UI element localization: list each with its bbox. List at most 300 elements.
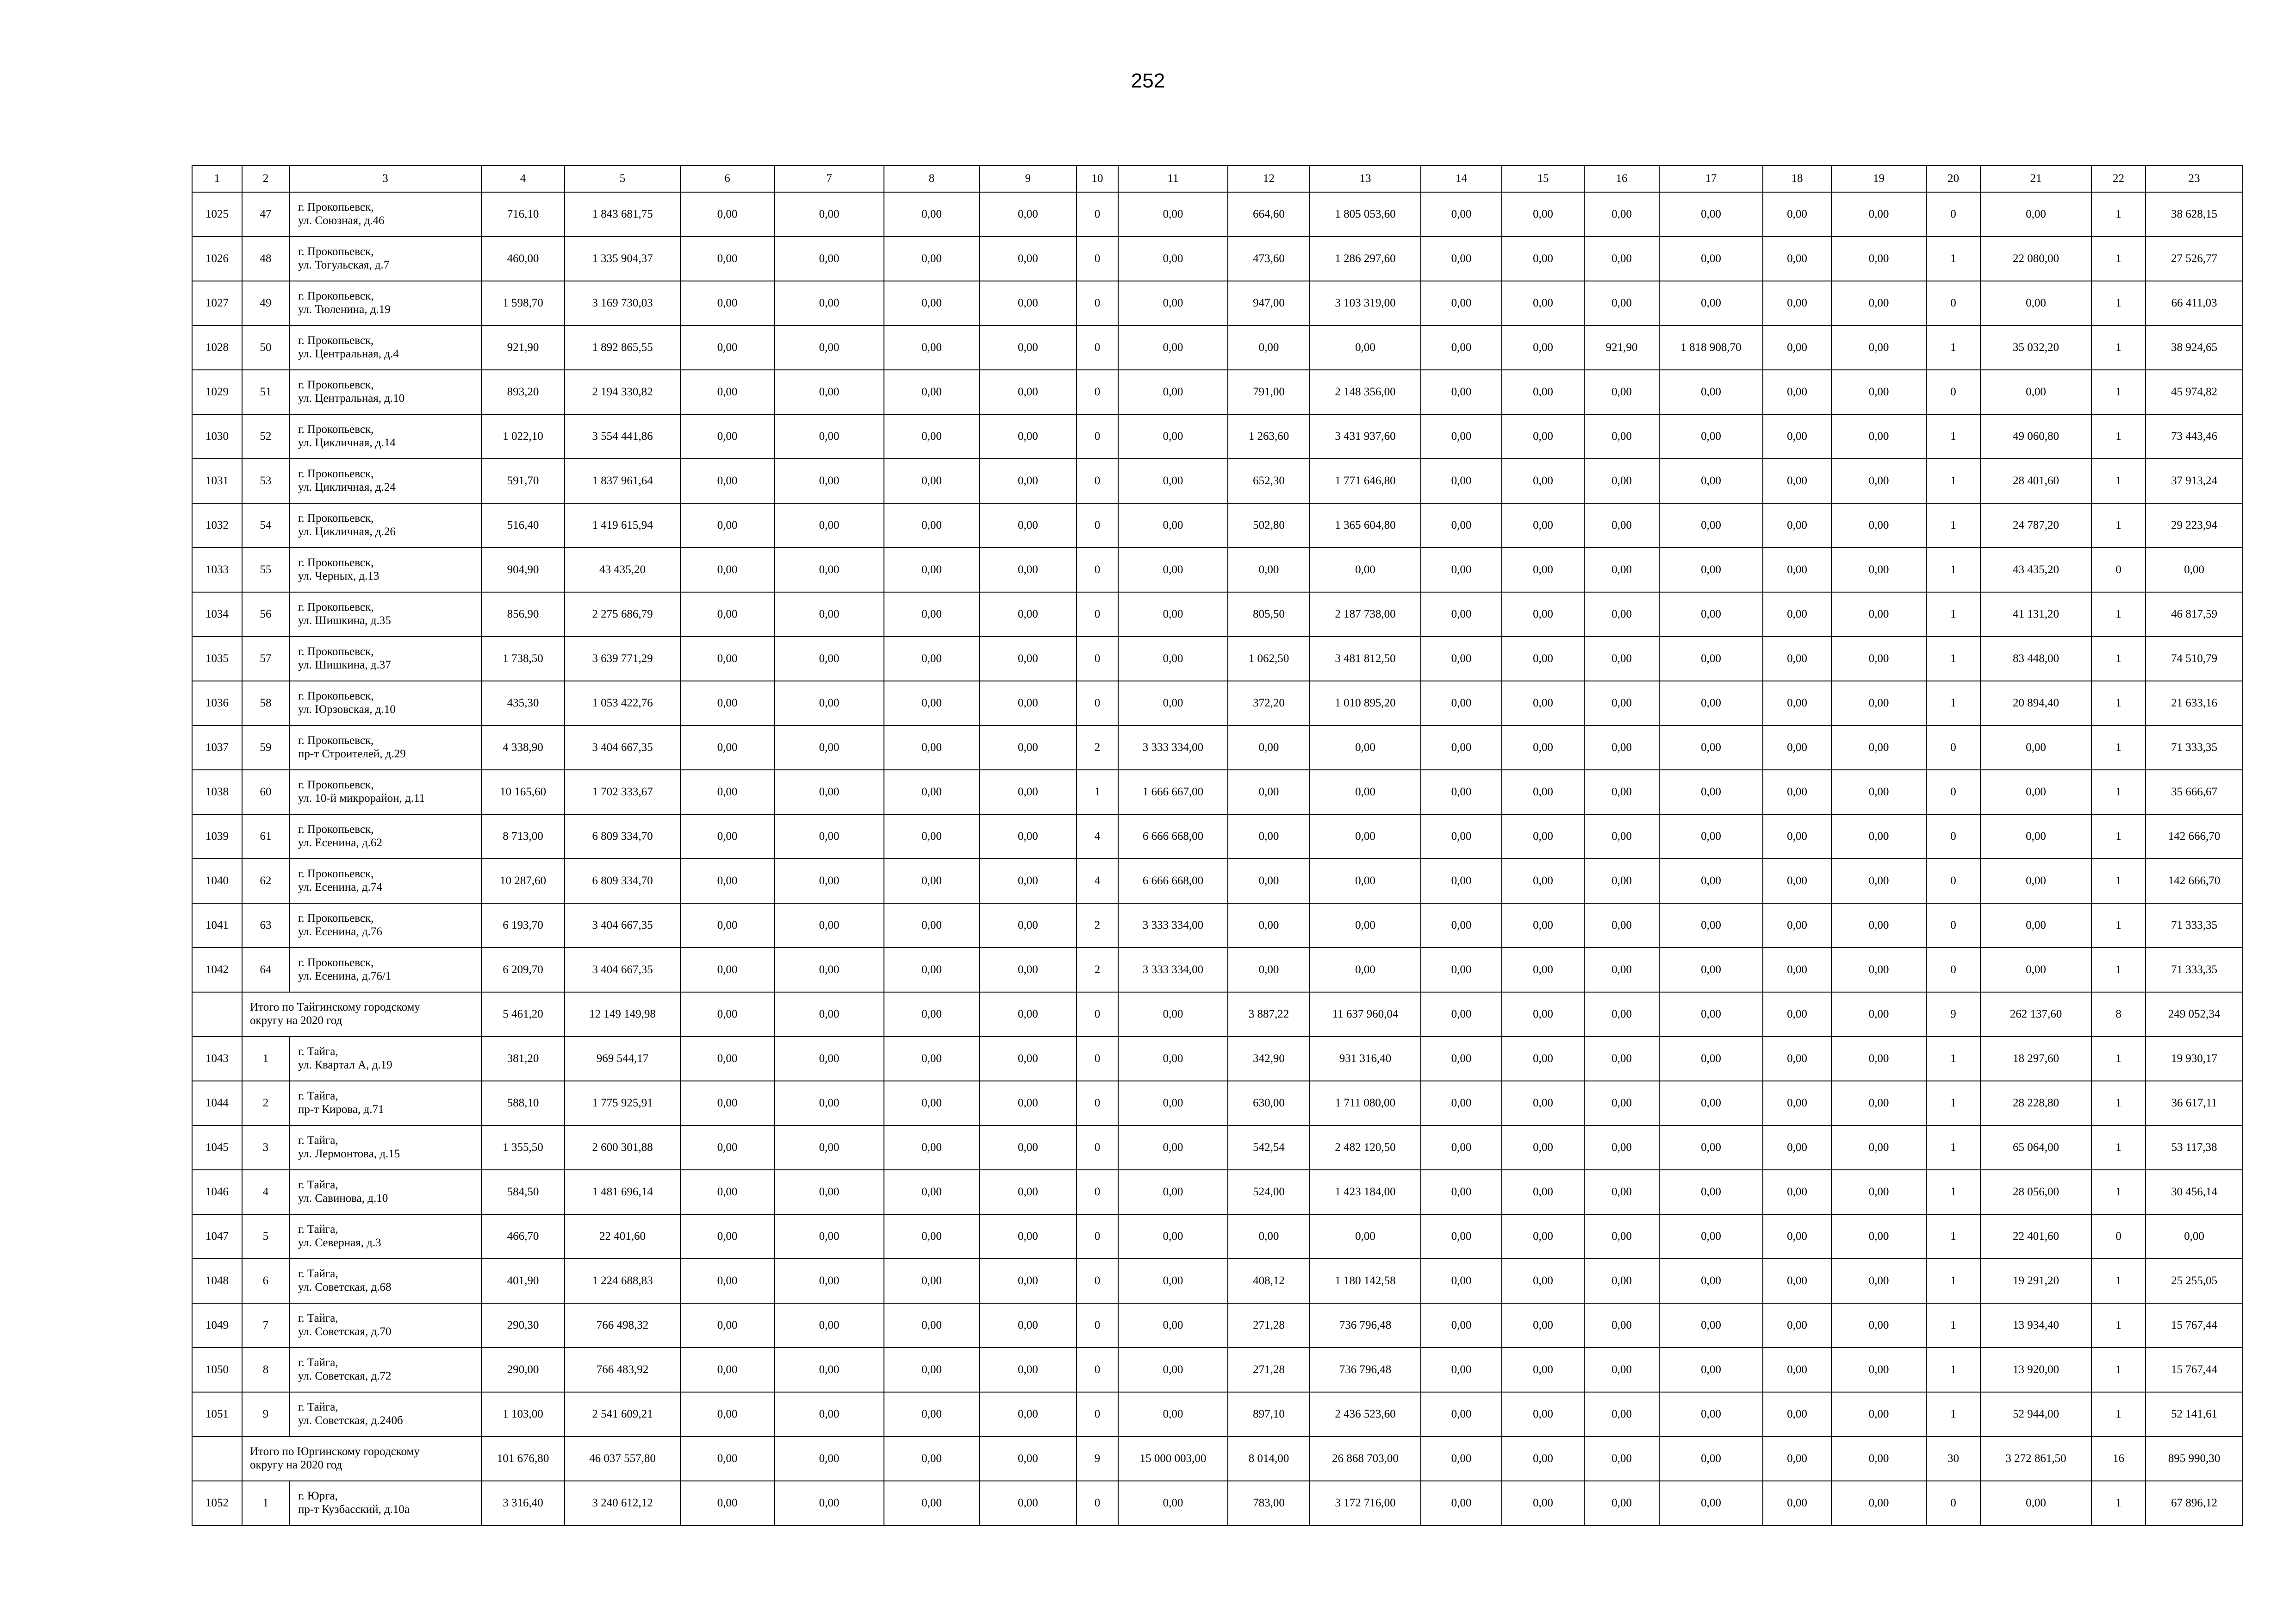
address-cell <box>289 859 481 903</box>
address-cell <box>289 1392 481 1437</box>
value-cell: 0 <box>1926 192 1980 237</box>
value-cell: 0 <box>1076 459 1118 503</box>
value-cell: 0,00 <box>680 503 774 548</box>
value-cell: 6 809 334,70 <box>565 859 680 903</box>
value-cell: 1 180 142,58 <box>1310 1259 1421 1303</box>
row-number-cell <box>192 992 242 1037</box>
value-cell: 0,00 <box>1118 592 1228 637</box>
value-cell: 473,60 <box>1228 237 1310 281</box>
item-number-cell: 57 <box>242 637 289 681</box>
value-cell: 0,00 <box>979 770 1076 814</box>
value-cell: 0,00 <box>1421 1214 1502 1259</box>
value-cell: 0,00 <box>1763 592 1831 637</box>
address-line: г. Прокопьевск, <box>298 868 374 881</box>
item-number-cell: 1 <box>242 1037 289 1081</box>
value-cell: 3 272 861,50 <box>1980 1437 2091 1481</box>
value-cell: 1 <box>1926 325 1980 370</box>
value-cell: 0,00 <box>979 1392 1076 1437</box>
address-line: г. Прокопьевск, <box>298 912 374 925</box>
value-cell: 0,00 <box>1763 903 1831 948</box>
address-line: г. Прокопьевск, <box>298 556 374 569</box>
value-cell: 0 <box>1926 814 1980 859</box>
value-cell: 0,00 <box>1310 1214 1421 1259</box>
value-cell: 1 818 908,70 <box>1659 325 1763 370</box>
address-line: ул. Шишкина, д.35 <box>298 614 391 627</box>
value-cell: 36 617,11 <box>2146 1081 2243 1125</box>
value-cell: 4 <box>1076 859 1118 903</box>
value-cell: 0,00 <box>1502 1348 1584 1392</box>
value-cell: 1 666 667,00 <box>1118 770 1228 814</box>
value-cell: 1 481 696,14 <box>565 1170 680 1214</box>
value-cell: 0,00 <box>1980 948 2091 992</box>
value-cell: 0,00 <box>979 1081 1076 1125</box>
value-cell: 1 <box>2091 281 2146 325</box>
value-cell: 0,00 <box>774 414 884 459</box>
value-cell: 0,00 <box>1421 1348 1502 1392</box>
value-cell: 0,00 <box>1763 814 1831 859</box>
table-row <box>192 370 2243 414</box>
address-cell <box>289 548 481 592</box>
value-cell: 0,00 <box>1502 414 1584 459</box>
value-cell: 0,00 <box>774 637 884 681</box>
value-cell: 0,00 <box>1659 370 1763 414</box>
value-cell: 0 <box>1076 192 1118 237</box>
value-cell: 1 598,70 <box>481 281 565 325</box>
value-cell: 1 <box>1926 1037 1980 1081</box>
value-cell: 0,00 <box>1831 1259 1926 1303</box>
value-cell: 1 <box>2091 637 2146 681</box>
address-cell <box>289 814 481 859</box>
value-cell: 1 <box>2091 681 2146 725</box>
value-cell: 0,00 <box>1659 503 1763 548</box>
value-cell: 0,00 <box>1584 1437 1659 1481</box>
value-cell: 0,00 <box>1659 948 1763 992</box>
value-cell: 3 240 612,12 <box>565 1481 680 1525</box>
column-number-header: 21 <box>1980 166 2091 192</box>
value-cell: 0,00 <box>1502 681 1584 725</box>
value-cell: 1 <box>1926 548 1980 592</box>
address-line: ул. Цикличная, д.26 <box>298 525 396 538</box>
address-line: г. Тайга, <box>298 1356 338 1369</box>
value-cell: 0,00 <box>1118 414 1228 459</box>
value-cell: 3 103 319,00 <box>1310 281 1421 325</box>
value-cell: 766 498,32 <box>565 1303 680 1348</box>
item-number-cell: 50 <box>242 325 289 370</box>
value-cell: 38 924,65 <box>2146 325 2243 370</box>
value-cell: 0,00 <box>1659 1348 1763 1392</box>
table-row <box>192 325 2243 370</box>
address-cell <box>289 637 481 681</box>
value-cell: 21 633,16 <box>2146 681 2243 725</box>
column-number-header: 20 <box>1926 166 1980 192</box>
address-line: пр-т Кирова, д.71 <box>298 1103 384 1116</box>
address-line: г. Юрга, <box>298 1490 338 1503</box>
item-number-cell: 2 <box>242 1081 289 1125</box>
value-cell: 0,00 <box>884 370 979 414</box>
table-row <box>192 592 2243 637</box>
value-cell: 0,00 <box>1659 903 1763 948</box>
value-cell: 0,00 <box>1763 1125 1831 1170</box>
value-cell: 0,00 <box>979 1170 1076 1214</box>
address-line: пр-т Строителей, д.29 <box>298 748 406 760</box>
row-number-cell: 1034 <box>192 592 242 637</box>
value-cell: 0,00 <box>1502 1170 1584 1214</box>
value-cell: 0 <box>1076 1170 1118 1214</box>
value-cell: 0,00 <box>1584 548 1659 592</box>
value-cell: 0,00 <box>1502 1125 1584 1170</box>
value-cell: 408,12 <box>1228 1259 1310 1303</box>
row-number-cell: 1040 <box>192 859 242 903</box>
value-cell: 0,00 <box>884 948 979 992</box>
value-cell: 1 062,50 <box>1228 637 1310 681</box>
row-number-cell: 1037 <box>192 725 242 770</box>
value-cell: 0,00 <box>1659 592 1763 637</box>
value-cell: 0,00 <box>1763 1392 1831 1437</box>
subtotal-label-cell <box>242 992 481 1037</box>
item-number-cell: 52 <box>242 414 289 459</box>
value-cell: 0,00 <box>1831 725 1926 770</box>
value-cell: 0,00 <box>979 992 1076 1037</box>
value-cell: 0,00 <box>884 592 979 637</box>
value-cell: 0,00 <box>1502 1259 1584 1303</box>
value-cell: 0,00 <box>1763 1081 1831 1125</box>
value-cell: 1 <box>2091 1259 2146 1303</box>
value-cell: 0,00 <box>884 281 979 325</box>
value-cell: 0 <box>1076 1303 1118 1348</box>
value-cell: 1 <box>2091 1348 2146 1392</box>
value-cell: 0,00 <box>1659 814 1763 859</box>
address-line: г. Прокопьевск, <box>298 379 374 392</box>
value-cell: 0 <box>1926 903 1980 948</box>
value-cell: 0,00 <box>979 903 1076 948</box>
value-cell: 584,50 <box>481 1170 565 1214</box>
value-cell: 0 <box>1076 592 1118 637</box>
column-number-header: 4 <box>481 166 565 192</box>
value-cell: 1 <box>1926 1259 1980 1303</box>
row-number-cell: 1048 <box>192 1259 242 1303</box>
value-cell: 0,00 <box>1659 1214 1763 1259</box>
value-cell: 0,00 <box>1228 325 1310 370</box>
value-cell: 1 702 333,67 <box>565 770 680 814</box>
value-cell: 8 <box>2091 992 2146 1037</box>
value-cell: 1 <box>2091 325 2146 370</box>
value-cell: 931 316,40 <box>1310 1037 1421 1081</box>
value-cell: 1 423 184,00 <box>1310 1170 1421 1214</box>
value-cell: 0,00 <box>1831 637 1926 681</box>
value-cell: 0,00 <box>1659 1303 1763 1348</box>
value-cell: 0,00 <box>1763 325 1831 370</box>
value-cell: 0,00 <box>884 1081 979 1125</box>
value-cell: 35 032,20 <box>1980 325 2091 370</box>
address-line: ул. Советская, д.68 <box>298 1281 392 1293</box>
value-cell: 0,00 <box>680 1348 774 1392</box>
value-cell: 0,00 <box>1421 992 1502 1037</box>
value-cell: 0,00 <box>1763 503 1831 548</box>
value-cell: 0,00 <box>884 1259 979 1303</box>
value-cell: 856,90 <box>481 592 565 637</box>
table-row <box>192 1481 2243 1525</box>
value-cell: 791,00 <box>1228 370 1310 414</box>
column-number-header: 19 <box>1831 166 1926 192</box>
value-cell: 0 <box>1926 948 1980 992</box>
row-number-cell: 1029 <box>192 370 242 414</box>
address-line: Итого по Тайгинскому городскому <box>250 1001 420 1014</box>
column-number-header: 11 <box>1118 166 1228 192</box>
value-cell: 15 767,44 <box>2146 1303 2243 1348</box>
value-cell: 0,00 <box>1584 1259 1659 1303</box>
item-number-cell: 56 <box>242 592 289 637</box>
row-number-cell: 1038 <box>192 770 242 814</box>
value-cell: 0,00 <box>2146 548 2243 592</box>
item-number-cell: 3 <box>242 1125 289 1170</box>
value-cell: 3 333 334,00 <box>1118 903 1228 948</box>
value-cell: 24 787,20 <box>1980 503 2091 548</box>
value-cell: 1 <box>2091 414 2146 459</box>
value-cell: 0,00 <box>680 1303 774 1348</box>
value-cell: 460,00 <box>481 237 565 281</box>
item-number-cell: 55 <box>242 548 289 592</box>
value-cell: 6 809 334,70 <box>565 814 680 859</box>
column-number-header: 3 <box>289 166 481 192</box>
value-cell: 0,00 <box>1659 281 1763 325</box>
value-cell: 0,00 <box>1421 1481 1502 1525</box>
value-cell: 0,00 <box>1228 903 1310 948</box>
value-cell: 46 817,59 <box>2146 592 2243 637</box>
value-cell: 0,00 <box>1831 948 1926 992</box>
value-cell: 0,00 <box>1831 1392 1926 1437</box>
value-cell: 0,00 <box>1421 281 1502 325</box>
value-cell: 0,00 <box>680 1170 774 1214</box>
value-cell: 0 <box>1076 637 1118 681</box>
value-cell: 0,00 <box>680 370 774 414</box>
value-cell: 0,00 <box>1421 503 1502 548</box>
value-cell: 0,00 <box>774 192 884 237</box>
value-cell: 0,00 <box>979 503 1076 548</box>
value-cell: 0,00 <box>1502 770 1584 814</box>
value-cell: 0,00 <box>680 1392 774 1437</box>
value-cell: 0,00 <box>1659 192 1763 237</box>
value-cell: 0,00 <box>1763 770 1831 814</box>
value-cell: 542,54 <box>1228 1125 1310 1170</box>
value-cell: 0,00 <box>1659 1081 1763 1125</box>
address-line: г. Прокопьевск, <box>298 201 374 214</box>
value-cell: 664,60 <box>1228 192 1310 237</box>
value-cell: 9 <box>1926 992 1980 1037</box>
value-cell: 13 920,00 <box>1980 1348 2091 1392</box>
value-cell: 0,00 <box>1421 948 1502 992</box>
value-cell: 3 316,40 <box>481 1481 565 1525</box>
value-cell: 783,00 <box>1228 1481 1310 1525</box>
row-number-cell: 1036 <box>192 681 242 725</box>
value-cell: 0,00 <box>1584 725 1659 770</box>
value-cell: 0,00 <box>680 459 774 503</box>
value-cell: 0,00 <box>979 681 1076 725</box>
value-cell: 0,00 <box>1659 237 1763 281</box>
value-cell: 0,00 <box>680 814 774 859</box>
address-line: ул. Союзная, д.46 <box>298 214 385 227</box>
value-cell: 0,00 <box>1980 770 2091 814</box>
value-cell: 0,00 <box>1502 814 1584 859</box>
value-cell: 1 <box>1926 1081 1980 1125</box>
value-cell: 0,00 <box>1421 770 1502 814</box>
value-cell: 0,00 <box>1502 1303 1584 1348</box>
value-cell: 0,00 <box>1118 503 1228 548</box>
value-cell: 0,00 <box>1659 414 1763 459</box>
value-cell: 0,00 <box>1980 370 2091 414</box>
value-cell: 0 <box>2091 548 2146 592</box>
address-line: ул. Квартал А, д.19 <box>298 1059 392 1071</box>
value-cell: 53 117,38 <box>2146 1125 2243 1170</box>
value-cell: 630,00 <box>1228 1081 1310 1125</box>
value-cell: 49 060,80 <box>1980 414 2091 459</box>
value-cell: 2 <box>1076 903 1118 948</box>
value-cell: 0,00 <box>774 548 884 592</box>
address-line: г. Прокопьевск, <box>298 690 374 703</box>
address-cell <box>289 1348 481 1392</box>
value-cell: 0,00 <box>1118 370 1228 414</box>
value-cell: 71 333,35 <box>2146 725 2243 770</box>
value-cell: 4 338,90 <box>481 725 565 770</box>
value-cell: 0,00 <box>1118 681 1228 725</box>
value-cell: 0,00 <box>1584 992 1659 1037</box>
row-number-cell: 1028 <box>192 325 242 370</box>
value-cell: 0,00 <box>884 859 979 903</box>
value-cell: 0,00 <box>884 1437 979 1481</box>
address-line: ул. Черных, д.13 <box>298 570 380 582</box>
value-cell: 0,00 <box>2146 1214 2243 1259</box>
column-number-header: 2 <box>242 166 289 192</box>
value-cell: 0 <box>1076 1214 1118 1259</box>
value-cell: 0,00 <box>680 859 774 903</box>
value-cell: 0,00 <box>1763 281 1831 325</box>
value-cell: 1 <box>1926 1214 1980 1259</box>
value-cell: 0,00 <box>774 592 884 637</box>
value-cell: 0,00 <box>680 192 774 237</box>
value-cell: 1 419 615,94 <box>565 503 680 548</box>
value-cell: 0,00 <box>774 1437 884 1481</box>
address-line: пр-т Кузбасский, д.10а <box>298 1503 410 1516</box>
value-cell: 0,00 <box>1502 992 1584 1037</box>
address-line: г. Тайга, <box>298 1090 338 1103</box>
column-number-header: 8 <box>884 166 979 192</box>
value-cell: 0,00 <box>1584 859 1659 903</box>
value-cell: 0,00 <box>1831 1170 1926 1214</box>
table-row <box>192 459 2243 503</box>
value-cell: 0,00 <box>774 1081 884 1125</box>
value-cell: 10 165,60 <box>481 770 565 814</box>
value-cell: 0,00 <box>774 814 884 859</box>
value-cell: 0,00 <box>774 1037 884 1081</box>
value-cell: 0,00 <box>1421 370 1502 414</box>
value-cell: 2 <box>1076 948 1118 992</box>
value-cell: 0,00 <box>1118 1125 1228 1170</box>
value-cell: 516,40 <box>481 503 565 548</box>
value-cell: 16 <box>2091 1437 2146 1481</box>
value-cell: 0,00 <box>1502 1081 1584 1125</box>
value-cell: 0,00 <box>1763 859 1831 903</box>
value-cell: 0,00 <box>1118 992 1228 1037</box>
value-cell: 1 <box>1926 414 1980 459</box>
value-cell: 372,20 <box>1228 681 1310 725</box>
table-row <box>192 770 2243 814</box>
value-cell: 1 <box>1926 1392 1980 1437</box>
value-cell: 0,00 <box>884 237 979 281</box>
value-cell: 0,00 <box>1118 1037 1228 1081</box>
value-cell: 0,00 <box>1421 725 1502 770</box>
value-cell: 0,00 <box>1763 992 1831 1037</box>
housing-repair-table <box>192 165 2243 1526</box>
address-line: ул. Советская, д.240б <box>298 1414 403 1427</box>
value-cell: 1 <box>2091 237 2146 281</box>
address-line: ул. Цикличная, д.14 <box>298 437 396 449</box>
value-cell: 0,00 <box>1763 725 1831 770</box>
value-cell: 3 639 771,29 <box>565 637 680 681</box>
value-cell: 0,00 <box>774 370 884 414</box>
table-row <box>192 281 2243 325</box>
value-cell: 0,00 <box>1118 1481 1228 1525</box>
value-cell: 0,00 <box>1831 1481 1926 1525</box>
value-cell: 0,00 <box>774 237 884 281</box>
value-cell: 0,00 <box>1584 592 1659 637</box>
value-cell: 0,00 <box>774 992 884 1037</box>
value-cell: 0,00 <box>1421 859 1502 903</box>
address-cell <box>289 1481 481 1525</box>
value-cell: 1 <box>2091 903 2146 948</box>
row-number-cell: 1035 <box>192 637 242 681</box>
value-cell: 0 <box>1076 1037 1118 1081</box>
value-cell: 0,00 <box>1659 992 1763 1037</box>
value-cell: 37 913,24 <box>2146 459 2243 503</box>
value-cell: 0,00 <box>774 1170 884 1214</box>
value-cell: 0,00 <box>979 281 1076 325</box>
value-cell: 1 <box>1076 770 1118 814</box>
value-cell: 41 131,20 <box>1980 592 2091 637</box>
value-cell: 22 401,60 <box>565 1214 680 1259</box>
value-cell: 3 481 812,50 <box>1310 637 1421 681</box>
value-cell: 0,00 <box>1831 414 1926 459</box>
value-cell: 0,00 <box>1831 548 1926 592</box>
value-cell: 29 223,94 <box>2146 503 2243 548</box>
value-cell: 0 <box>1926 1481 1980 1525</box>
value-cell: 3 404 667,35 <box>565 725 680 770</box>
value-cell: 0,00 <box>884 992 979 1037</box>
value-cell: 0,00 <box>1831 325 1926 370</box>
table-row <box>192 1170 2243 1214</box>
item-number-cell: 49 <box>242 281 289 325</box>
table-row <box>192 948 2243 992</box>
value-cell: 249 052,34 <box>2146 992 2243 1037</box>
value-cell: 0,00 <box>1421 1125 1502 1170</box>
value-cell: 0,00 <box>1763 1303 1831 1348</box>
value-cell: 35 666,67 <box>2146 770 2243 814</box>
value-cell: 0,00 <box>979 725 1076 770</box>
value-cell: 19 930,17 <box>2146 1037 2243 1081</box>
value-cell: 342,90 <box>1228 1037 1310 1081</box>
table-row <box>192 637 2243 681</box>
row-number-cell: 1047 <box>192 1214 242 1259</box>
address-line: г. Тайга, <box>298 1223 338 1236</box>
value-cell: 0,00 <box>1659 1037 1763 1081</box>
value-cell: 45 974,82 <box>2146 370 2243 414</box>
row-number-cell: 1025 <box>192 192 242 237</box>
column-number-header: 14 <box>1421 166 1502 192</box>
value-cell: 0,00 <box>680 592 774 637</box>
value-cell: 0,00 <box>1228 548 1310 592</box>
value-cell: 0,00 <box>1659 859 1763 903</box>
value-cell: 0,00 <box>1421 414 1502 459</box>
item-number-cell: 5 <box>242 1214 289 1259</box>
value-cell: 2 600 301,88 <box>565 1125 680 1170</box>
